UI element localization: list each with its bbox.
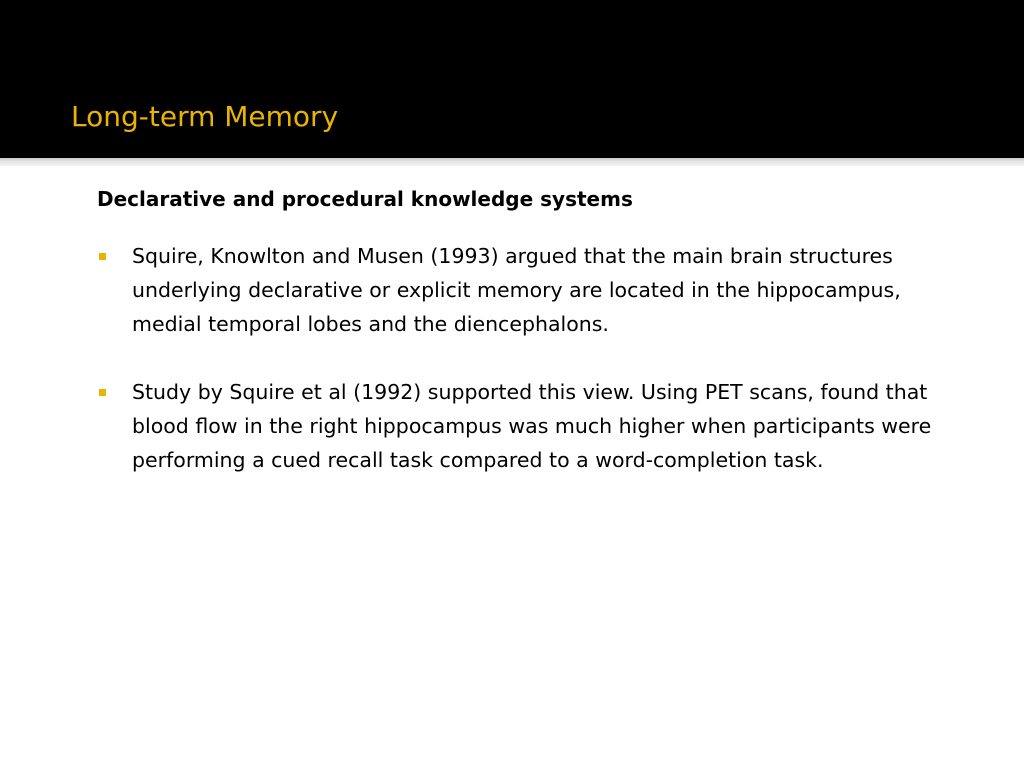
title-bar [0, 0, 1024, 158]
bullet-text: Squire, Knowlton and Musen (1993) argued that the main brain structures underlying declarative or explicit memory are located in the hippocampus, medial temporal lobes and the diencephalons. [132, 244, 901, 336]
slide-title: Long-term Memory [71, 100, 339, 133]
bullet-text: Study by Squire et al (1992) supported this view. Using PET scans, found that blood flow in the right hippocampus was much higher when participants were performing a cued recall task compared to a word-completion task. [132, 380, 932, 472]
square-bullet-icon [99, 253, 106, 260]
bullet-item [97, 375, 947, 477]
bullet-item [97, 239, 947, 341]
slide-content [97, 182, 947, 511]
slide-subheading: Declarative and procedural knowledge systems [97, 187, 633, 211]
title-divider [0, 158, 1024, 166]
square-bullet-icon [99, 389, 106, 396]
